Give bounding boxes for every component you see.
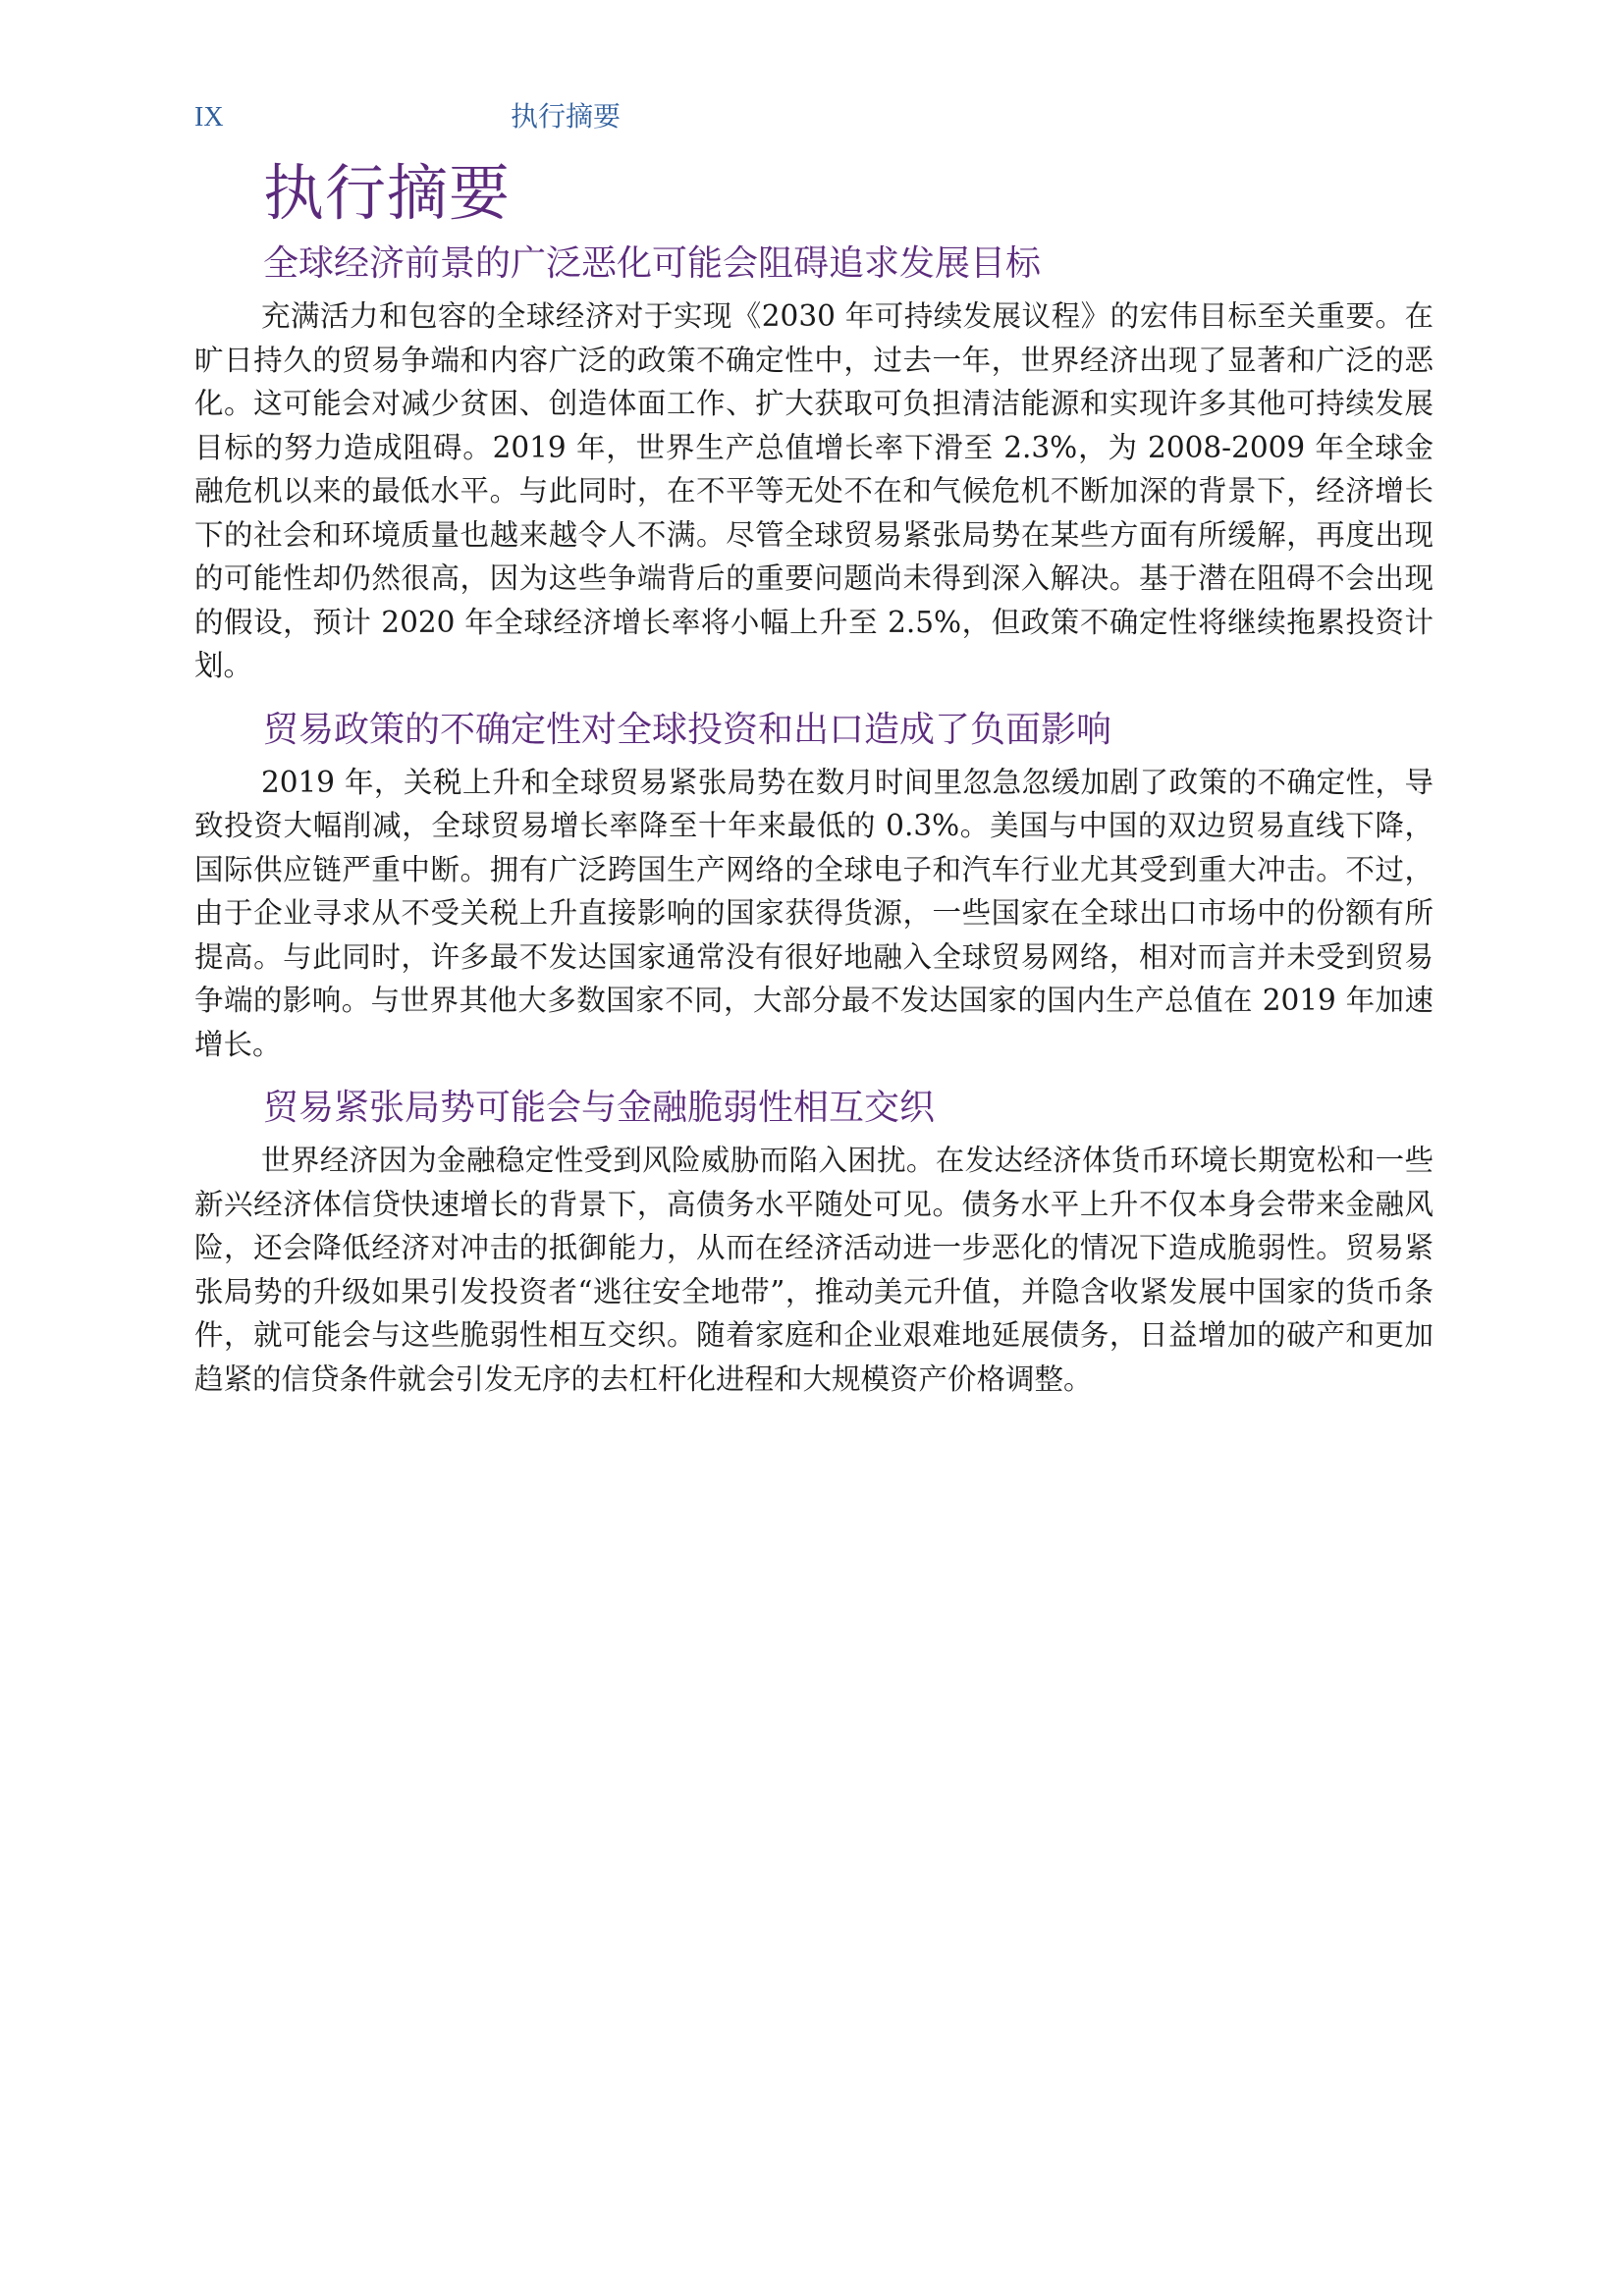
section-paragraph-financial-fragility: 世界经济因为金融稳定性受到风险威胁而陷入困扰。在发达经济体货币环境长期宽松和一些新兴经济体信贷快速增长的背景下，高债务水平随处可见。债务水平上升不仅本身会带来金融风险，还会降低经济对冲击的抵御能力，从而在经济活动进一步恶化的情况下造成脆弱性。贸易紧张局势的升级如果引发投资者“逃往安全地带”，推动美元升值，并隐含收紧发展中国家的货币条件，就可能会与这些脆弱性相互交织。随着家庭和企业艰难地延展债务，日益增加的破产和更加趋紧的信贷条件就会引发无序的去杠杆化进程和大规模资产价格调整。 — [194, 1144, 1434, 1396]
page-content — [194, 153, 1434, 1413]
section-paragraph-outlook: 充满活力和包容的全球经济对于实现《2030 年可持续发展议程》的宏伟目标至关重要。在旷日持久的贸易争端和内容广泛的政策不确定性中，过去一年，世界经济出现了显著和广泛的恶化。这可能会对减少贫困、创造体面工作、扩大获取可负担清洁能源和实现许多其他可持续发展目标的努力造成阻碍。2019 年，世界生产总值增长率下滑至 2.3%，为 2008-2009 年全球金融危机以来的最低水平。与此同时，在不平等无处不在和气候危机不断加深的背景下，经济增长下的社会和环境质量也越来越令人不满。尽管全球贸易紧张局势在某些方面有所缓解，再度出现的可能性却仍然很高，因为这些争端背后的重要问题尚未得到深入解决。基于潜在阻碍不会出现的假设，预计 2020 年全球经济增长率将小幅上升至 2.5%，但政策不确定性将继续拖累投资计划。 — [194, 299, 1434, 682]
running-header — [194, 98, 1432, 137]
section-heading-outlook: 全球经济前景的广泛恶化可能会阻碍追求发展目标 — [263, 243, 1042, 284]
page-number: IX — [194, 102, 224, 133]
running-header-section: 执行摘要 — [511, 102, 622, 133]
section-paragraph-trade-policy: 2019 年，关税上升和全球贸易紧张局势在数月时间里忽急忽缓加剧了政策的不确定性，导致投资大幅削减，全球贸易增长率降至十年来最低的 0.3%。美国与中国的双边贸易直线下降，国际供应链严重中断。拥有广泛跨国生产网络的全球电子和汽车行业尤其受到重大冲击。不过，由于企业寻求从不受关税上升直接影响的国家获得货源，一些国家在全球出口市场中的份额有所提高。与此同时，许多最不发达国家通常没有很好地融入全球贸易网络，相对而言并未受到贸易争端的影响。与世界其他大多数国家不同，大部分最不发达国家的国内生产总值在 2019 年加速增长。 — [194, 765, 1434, 1061]
page-title: 执行摘要 — [263, 157, 512, 229]
section-heading-financial-fragility: 贸易紧张局势可能会与金融脆弱性相互交织 — [263, 1088, 936, 1128]
section-heading-trade-policy: 贸易政策的不确定性对全球投资和出口造成了负面影响 — [263, 709, 1112, 750]
